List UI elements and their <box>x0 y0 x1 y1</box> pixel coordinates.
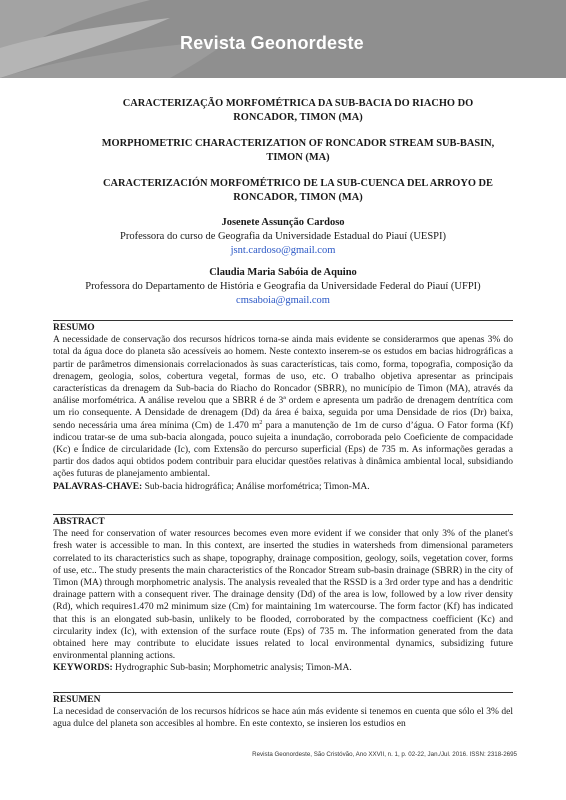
title-spanish: CARACTERIZACIÓN MORFOMÉTRICO DE LA SUB-CUENCA DEL ARROYO DE RONCADOR, TIMON (MA) <box>103 178 493 203</box>
title-portuguese: CARACTERIZAÇÃO MORFOMÉTRICA DA SUB-BACIA DO RIACHO DO RONCADOR, TIMON (MA) <box>122 98 474 123</box>
author-name: Josenete Assunção Cardoso <box>221 217 345 228</box>
abstract-section <box>53 514 513 675</box>
author-affiliation: Professora do Departamento de História e Geografia da Universidade Federal do Piauí (UFPI) <box>85 281 481 292</box>
title-english: MORPHOMETRIC CHARACTERIZATION OF RONCADOR STREAM SUB-BASIN, TIMON (MA) <box>101 138 495 163</box>
author-1 <box>0 216 566 258</box>
journal-banner <box>0 0 566 78</box>
author-email[interactable]: jsnt.cardoso@gmail.com <box>230 245 336 256</box>
resumo-section <box>53 320 513 493</box>
resumen-text: La necesidad de conservación de los recursos hídricos se hace aún más evidente si tenemos en cuenta que sólo el 3% del agua dulce del planeta son accesibles al hombre. En este contexto, se insieren los estudios en <box>53 707 513 730</box>
page-footer: Revista Geonordeste, São Cristóvão, Ano XXVII, n. 1, p. 02-22, Jan./Jul. 2016. ISSN: 2318-2695 <box>252 751 517 758</box>
resumo-keywords: PALAVRAS-CHAVE: Sub-bacia hidrográfica; Análise morfométrica; Timon-MA. <box>53 481 370 492</box>
title-block <box>95 97 501 205</box>
abstract-text: The need for conservation of water resources becomes even more evident if we consider that only 3% of the planet's fresh water is accessible to man. In this context, are inserted the studies in watersheds from dimensional parameters correlated to its characteristics such as shape, topography, drainage composition, geology, soils, vegetation cover, forms of use, etc.. The study presents the main characteristics of the Roncador Stream sub-basin drainage (SBRR) in the city of Timon (MA) through morphometric analysis. The analysis revealed that the RSSD is a 3rd order type and has a dendritic drainage pattern with a consequent river. The drainage density (Dd) of the area is low, followed by a low river density (Rd), which requires1.470 m2 minimum size (Cm) for maintaining 1m watercourse. The form factor (Kf) has indicated that this is an elongated sub-basin, unlikely to be flooded, corroborated by the compactness coefficient (Kc) and circularity index (Ic), with extension of the surface route (Eps) of 735 m. The information generated from the data obtained here may contribute to elucidate issues related to local environmental dynamics, subsidizing future environmental planning actions. <box>53 529 513 662</box>
journal-title: Revista Geonordeste <box>180 33 364 53</box>
author-name: Claudia Maria Sabóia de Aquino <box>209 267 357 278</box>
author-email[interactable]: cmsaboia@gmail.com <box>236 295 330 306</box>
resumo-heading: RESUMO <box>53 320 513 334</box>
resumen-heading: RESUMEN <box>53 692 513 706</box>
abstract-heading: ABSTRACT <box>53 514 513 528</box>
author-affiliation: Professora do curso de Geografia da Universidade Estadual do Piauí (UESPI) <box>120 231 446 242</box>
author-2 <box>0 266 566 308</box>
resumo-text: A necessidade de conservação dos recursos hídricos torna-se ainda mais evidente se considerarmos que apenas 3% do total da água doce do planeta são acessíveis ao homem. Neste contexto inserem-se os estudos em bacias hidrográficas a partir de parâmetros dimensionais correlacionados às suas características, tais como, forma, topografia, composição da drenagem, geologia, solos, cobertura vegetal, formas de uso, etc. O trabalho objetiva apresentar as principais características da drenagem da Sub-bacia do Riacho do Roncador (SBRR), no município de Timon (MA), através da análise morfométrica. A análise revelou que a SBRR é de 3ª ordem e apresenta um padrão de drenagem dentrítica com um rio consequente. A Densidade de drenagem (Dd) da área é baixa, seguida por uma Densidade de rios (Dr) baixa, sendo necessária uma área mínima (Cm) de 1.470 $m^2$ para a manutenção de 1m de curso d’água. O Fator forma (Kf) indicou tratar-se de uma sub-bacia alongada, pouco sujeita a inundação, corroborada pelo Coeficiente de compacidade (Kc) e Índice de circularidade (Ic), com Extensão do percurso superficial (Eps) de 735 m. As informações geradas a partir dos dados aqui obtidos podem contribuir para elucidar questões relativas à dinâmica ambiental local, subsidiando ações futuras de planejamento ambiental. <box>53 335 513 480</box>
resumen-section <box>53 692 513 731</box>
abstract-keywords: KEYWORDS: Hydrographic Sub-basin; Morphometric analysis; Timon-MA. <box>53 663 352 674</box>
